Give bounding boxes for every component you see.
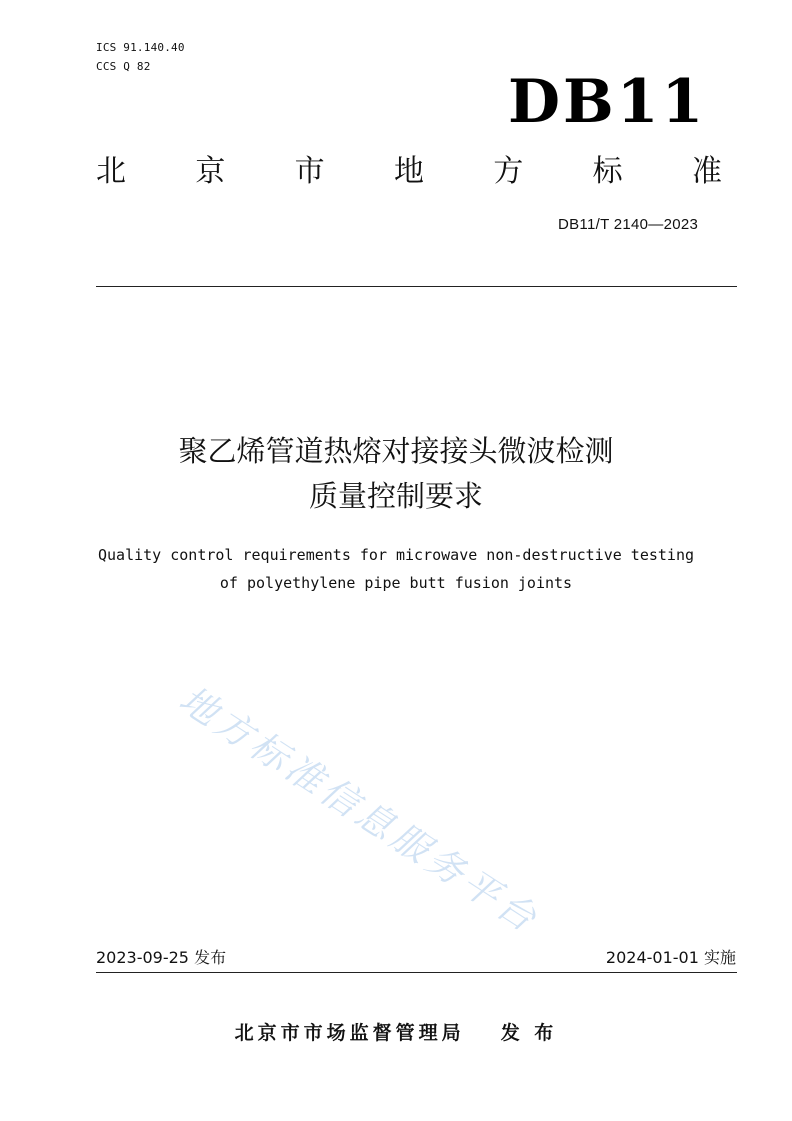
db-mark: DB11 (508, 67, 707, 137)
publisher-line (0, 1020, 792, 1046)
title-cn-line-1: 聚乙烯管道热熔对接接头微波检测 (178, 434, 614, 468)
title-cn-line-2: 质量控制要求 (308, 479, 483, 513)
standard-type-char: 地 (393, 154, 424, 189)
document-number: DB11/T 2140—2023 (558, 216, 699, 233)
standard-type-char: 方 (493, 154, 524, 189)
issue-date: 2023-09-25 发布 (96, 948, 227, 967)
standard-type-char: 市 (294, 154, 325, 189)
ics-code: ICS 91.140.40 (96, 41, 185, 54)
publish-action: 发 布 (500, 1022, 558, 1044)
ccs-code: CCS Q 82 (96, 60, 151, 73)
standard-type-char: 北 (96, 154, 126, 189)
standard-type-char: 准 (691, 154, 722, 189)
header-divider (96, 286, 737, 287)
standard-type-char: 京 (195, 154, 226, 189)
standard-type-heading (96, 152, 722, 192)
title-en-line-1: Quality control requirements for microwave non-destructive testing (97, 546, 695, 564)
standard-type-char: 标 (592, 154, 623, 189)
title-en-line-2: of polyethylene pipe butt fusion joints (219, 574, 573, 592)
implementation-date: 2024-01-01 实施 (605, 948, 736, 967)
watermark-text: 地方标准信息服务平台 (171, 677, 548, 943)
footer-divider (96, 972, 737, 973)
publisher-name: 北京市市场监督管理局 (234, 1022, 465, 1044)
